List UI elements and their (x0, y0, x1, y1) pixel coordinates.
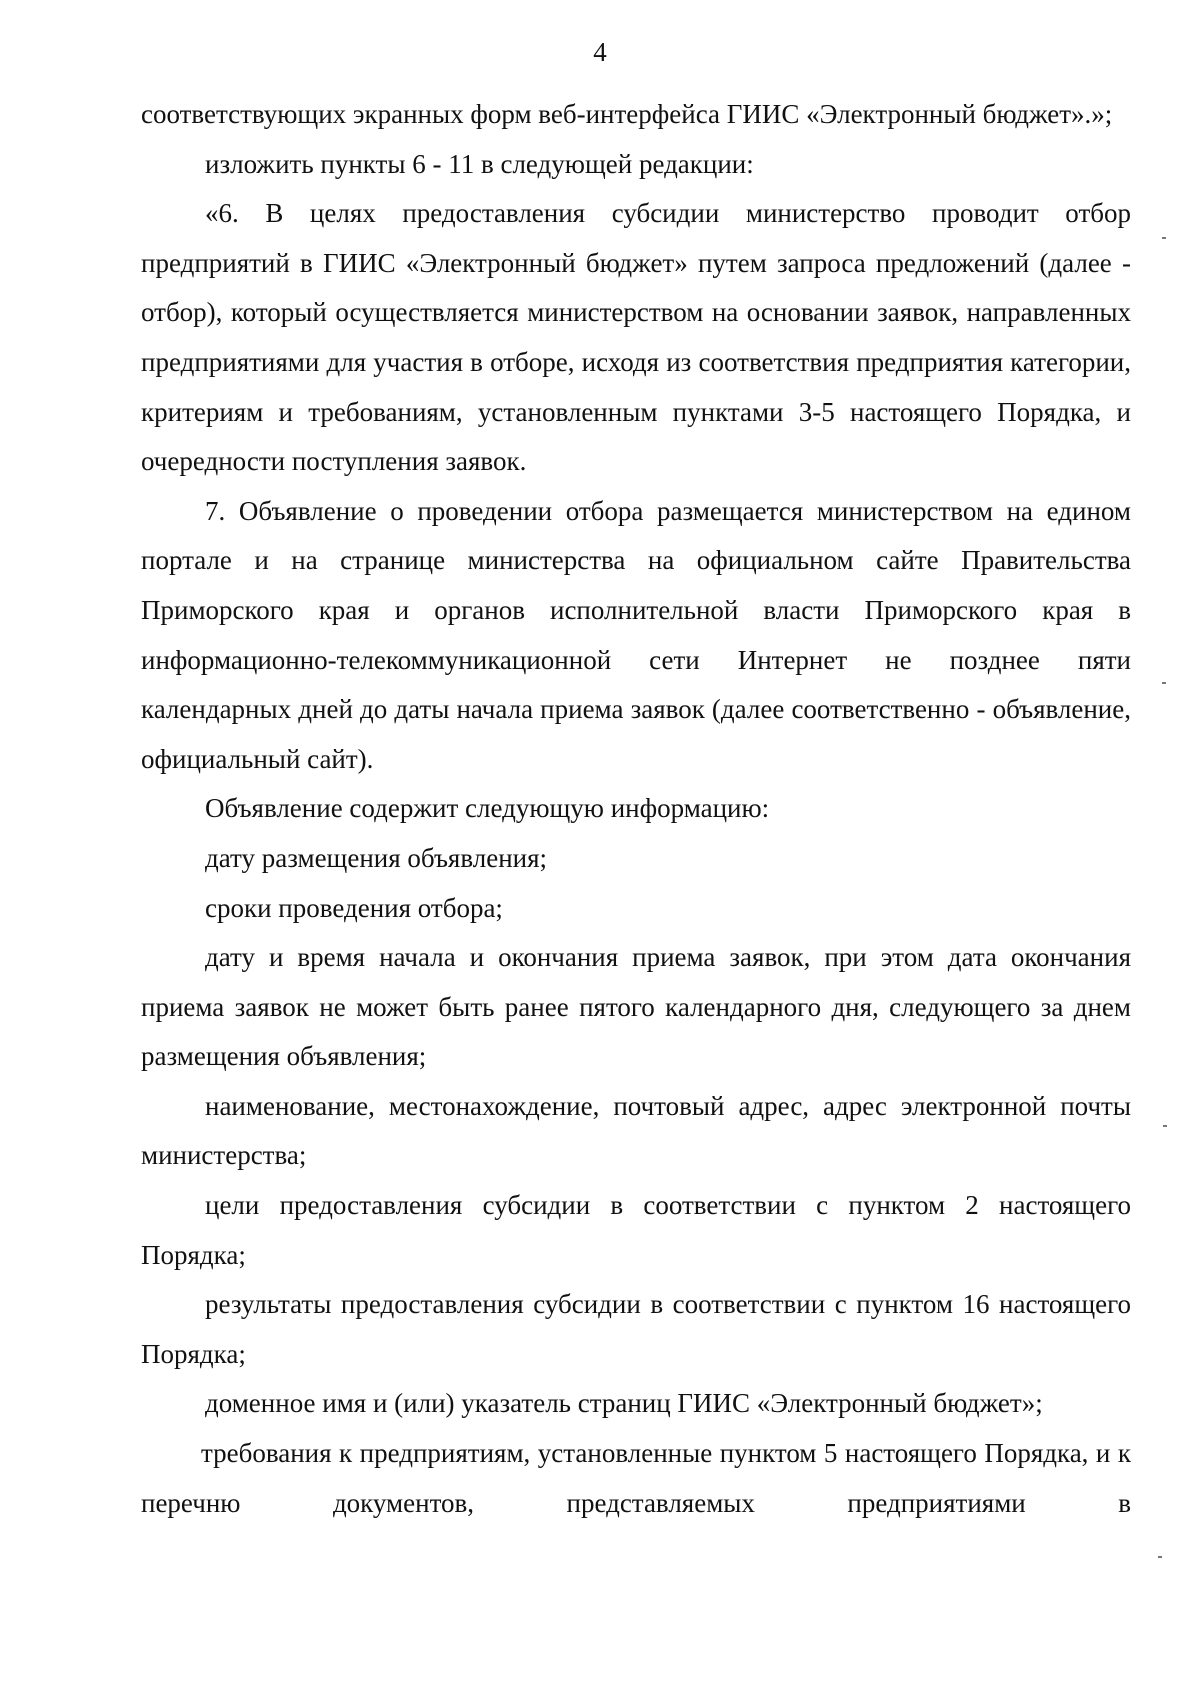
list-item-selection-terms: сроки проведения отбора; (205, 892, 503, 923)
paragraph-announcement-contents: Объявление содержит следующую информацию: (205, 793, 770, 824)
list-item-publication-date: дату размещения объявления; (205, 842, 548, 873)
paragraph-amendment-intro: изложить пункты 6 - 11 в следующей редакции: (205, 148, 754, 179)
scan-speck (1162, 682, 1166, 684)
list-item-enterprise-requirements: требования к предприятиям, установленные пунктом 5 настоящего Порядка, и к перечню документов, представляемых предприятиями в (141, 1438, 1131, 1518)
list-item-domain-name: доменное имя и (или) указатель страниц ГИИС «Электронный бюджет»; (205, 1388, 1043, 1419)
scan-speck (1163, 1125, 1167, 1127)
list-item-ministry-contacts: наименование, местонахождение, почтовый адрес, адрес электронной почты министерства; (141, 1090, 1131, 1171)
list-item-subsidy-results: результаты предоставления субсидии в соответствии с пунктом 16 настоящего Порядка; (141, 1289, 1131, 1369)
paragraph-continuation: соответствующих экранных форм веб-интерфейса ГИИС «Электронный бюджет».»; (141, 99, 1113, 129)
paragraph-item-7: 7. Объявление о проведении отбора размещается министерством на едином портале и на странице министерства на официальном сайте Правительства Приморского края и органов исполнительной власти Приморского края в информационно-телекоммуникационной сети Интернет не позднее пяти календарных дней до даты начала приема заявок (далее соответственно - объявление, официальный сайт). (141, 495, 1131, 774)
list-item-subsidy-goals: цели предоставления субсидии в соответствии с пунктом 2 настоящего Порядка; (141, 1190, 1131, 1270)
paragraph-item-6: «6. В целях предоставления субсидии министерство проводит отбор предприятий в ГИИС «Электронный бюджет» путем запроса предложений (далее - отбор), который осуществляется министерством на основании заявок, направленных предприятиями для участия в отборе, исходя из соответствия предприятия категории, критериям и требованиям, установленным пунктами 3-5 настоящего Порядка, и очередности поступления заявок. (141, 198, 1131, 477)
document-body (141, 90, 1131, 1528)
page-number: 4 (593, 37, 607, 67)
scan-speck (1162, 237, 1166, 239)
scan-speck (1158, 1556, 1162, 1558)
list-item-application-dates: дату и время начала и окончания приема заявок, при этом дата окончания приема заявок не может быть ранее пятого календарного дня, следующего за днем размещения объявления; (141, 942, 1131, 1072)
